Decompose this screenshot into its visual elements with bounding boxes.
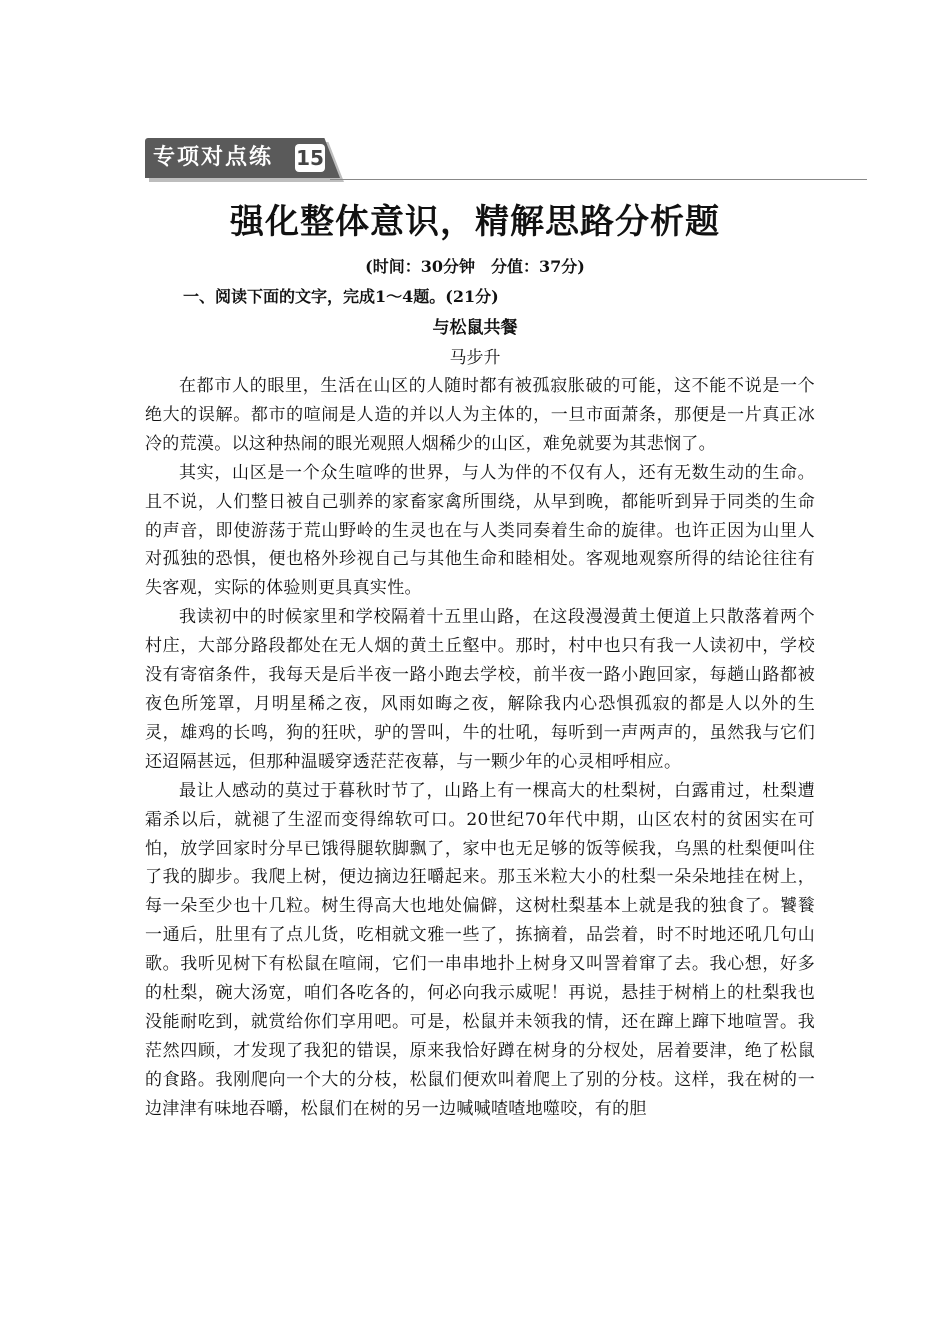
article-author: 马步升 [449, 348, 501, 368]
paragraph: 最让人感动的莫过于暮秋时节了，山路上有一棵高大的杜梨树，白露甫过，杜梨遭霜杀以后，就褪了生涩而变得绵软可口。20世纪70年代中期，山区农村的贫困实在可怕，放学回家时分早已饿得腿软脚飘了，家中也无足够的饭等候我，乌黑的杜梨便叫住了我的脚步。我爬上树，便边摘边狂嚼起来。那玉米粒大小的杜梨一朵朵地挂在树上，每一朵至少也十几粒。树生得高大也地处偏僻，这树杜梨基本上就是我的独食了。饕餮一通后，肚里有了点儿货，吃相就文雅一些了，拣摘着，品尝着，时不时地还吼几句山歌。我听见树下有松鼠在喧闹，它们一串串地扑上树身又叫詈着窜了去。我心想，好多的杜梨，碗大汤宽，咱们各吃各的，何必向我示威呢！再说，悬挂于树梢上的杜梨我也没能耐吃到，就赏给你们享用吧。可是，松鼠并未领我的情，还在蹿上蹿下地喧詈。我茫然四顾，才发现了我犯的错误，原来我恰好蹲在树身的分杈处，居着要津，绝了松鼠的食路。我刚爬向一个大的分枝，松鼠们便欢叫着爬上了别的分枝。这样，我在树的一边津津有味地吞嚼，松鼠们在树的另一边喊喊喳喳地噬咬，有的胆 [145, 780, 815, 1119]
time-score-info: (时间：30分钟 分值：37分) [365, 257, 585, 276]
section-header [145, 138, 867, 180]
paragraph: 其实，山区是一个众生喧哗的世界，与人为伴的不仅有人，还有无数生动的生命。且不说，人们整日被自己驯养的家畜家禽所围绕，从早到晚，都能听到异于同类的生命的声音，即使游荡于荒山野岭的生灵也在与人类同奏着生命的旋律。也许正因为山里人对孤独的恐惧，便也格外珍视自己与其他生命和睦相处。客观地观察所得的结论往往有失客观，实际的体验则更具真实性。 [145, 462, 815, 599]
article-body [145, 372, 815, 1124]
badge-label: 专项对点练 [153, 145, 274, 170]
header-divider [330, 179, 867, 180]
paragraph: 在都市人的眼里，生活在山区的人随时都有被孤寂胀破的可能，这不能不说是一个绝大的误解。都市的喧闹是人造的并以人为主体的，一旦市面萧条，那便是一片真正冰冷的荒漠。以这种热闹的眼光观照人烟稀少的山区，难免就要为其悲悯了。 [145, 376, 815, 454]
article-title: 与松鼠共餐 [432, 318, 518, 338]
page-title: 强化整体意识，精解思路分析题 [230, 202, 720, 242]
paragraph: 我读初中的时候家里和学校隔着十五里山路，在这段漫漫黄土便道上只散落着两个村庄，大部分路段都处在无人烟的黄土丘壑中。那时，村中也只有我一人读初中，学校没有寄宿条件，我每天是后半夜一路小跑去学校，前半夜一路小跑回家，每趟山路都被夜色所笼罩，月明星稀之夜，风雨如晦之夜，解除我内心恐惧孤寂的都是人以外的生灵，雄鸡的长鸣，狗的狂吠，驴的詈叫，牛的壮吼，每听到一声两声的，虽然我与它们还迢隔甚远，但那种温暖穿透茫茫夜幕，与一颗少年的心灵相呼相应。 [145, 607, 815, 772]
section-heading: 一、阅读下面的文字，完成1～4题。(21分) [183, 287, 499, 306]
badge-number: 15 [296, 146, 324, 170]
